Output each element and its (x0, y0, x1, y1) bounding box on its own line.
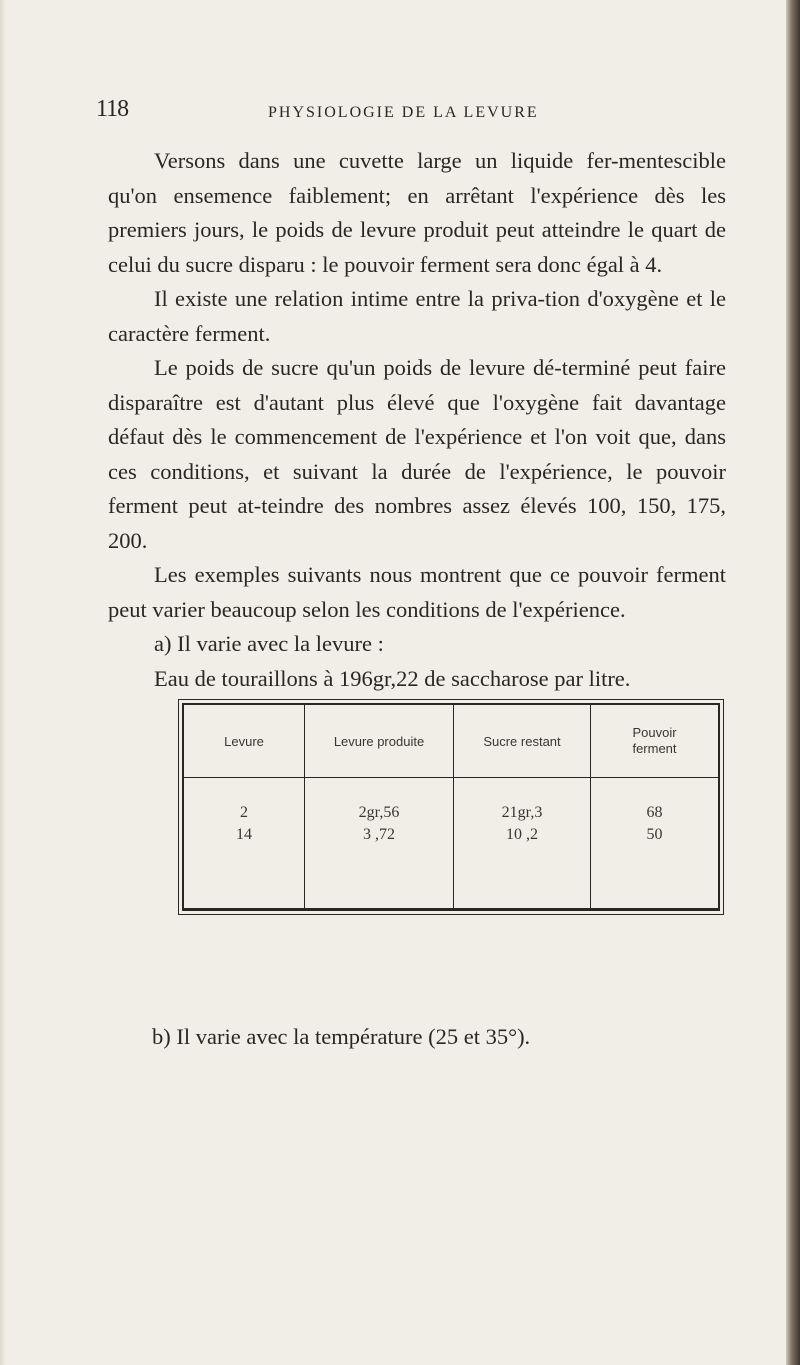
paragraph-5: a) Il varie avec la levure : (154, 631, 384, 656)
table-cell-sucre-restant (454, 778, 591, 910)
paragraph-1: Versons dans une cuvette large un liquide fer-mentescible qu'on ensemence faiblement; en arrêtant l'expérience dès les premiers jours, le poids de levure produit peut atteindre le quart de celui du sucre disparu : le pouvoir ferment sera donc égal à 4. (108, 148, 726, 277)
body-text (108, 144, 726, 696)
table-cell-levure (183, 778, 305, 910)
table-header-levure-produite: Levure produite (305, 704, 454, 778)
table-header-row (183, 704, 719, 778)
cell-value: 2 (240, 804, 248, 821)
book-binding-edge (786, 0, 800, 1365)
page-shadow-left (0, 0, 6, 1365)
cell-value: 50 (646, 826, 663, 843)
table-cell-pouvoir-ferment (591, 778, 720, 910)
paragraph-2: Il existe une relation intime entre la priva-tion d'oxygène et le caractère ferment. (108, 286, 726, 346)
table-header-levure: Levure (183, 704, 305, 778)
pouvoir-ferment-label: Pouvoir ferment (632, 725, 677, 756)
cell-value: 3 ,72 (363, 826, 395, 843)
cell-value: 10 ,2 (506, 826, 538, 843)
table-row (183, 778, 719, 910)
page-number: 118 (96, 96, 129, 122)
paragraph-3: Le poids de sucre qu'un poids de levure dé-terminé peut faire disparaître est d'autant plus élevé que l'oxygène fait davantage défaut dès le commencement de l'expérience et l'on voit que, dans ces conditions, et suivant la durée de l'expérience, le pouvoir ferment peut at-teindre des nombres assez élevés 100, 150, 175, 200. (108, 355, 726, 553)
paragraph-4: Les exemples suivants nous montrent que ce pouvoir ferment peut varier beaucoup selon les conditions de l'expérience. (108, 562, 726, 622)
table-cell-levure-produite (305, 778, 454, 910)
cell-value: 68 (646, 804, 663, 821)
table-header-pouvoir-ferment (591, 704, 720, 778)
table-header-sucre-restant: Sucre restant (454, 704, 591, 778)
yeast-table (182, 703, 720, 911)
running-head: PHYSIOLOGIE DE LA LEVURE (268, 104, 539, 121)
cell-value: 21gr,3 (501, 804, 543, 821)
caption-b: b) Il varie avec la température (25 et 35°). (152, 1024, 531, 1049)
paragraph-6: Eau de touraillons à 196gr,22 de saccharose par litre. (154, 665, 631, 691)
cell-value: 2gr,56 (358, 804, 400, 821)
cell-value: 14 (236, 826, 252, 843)
